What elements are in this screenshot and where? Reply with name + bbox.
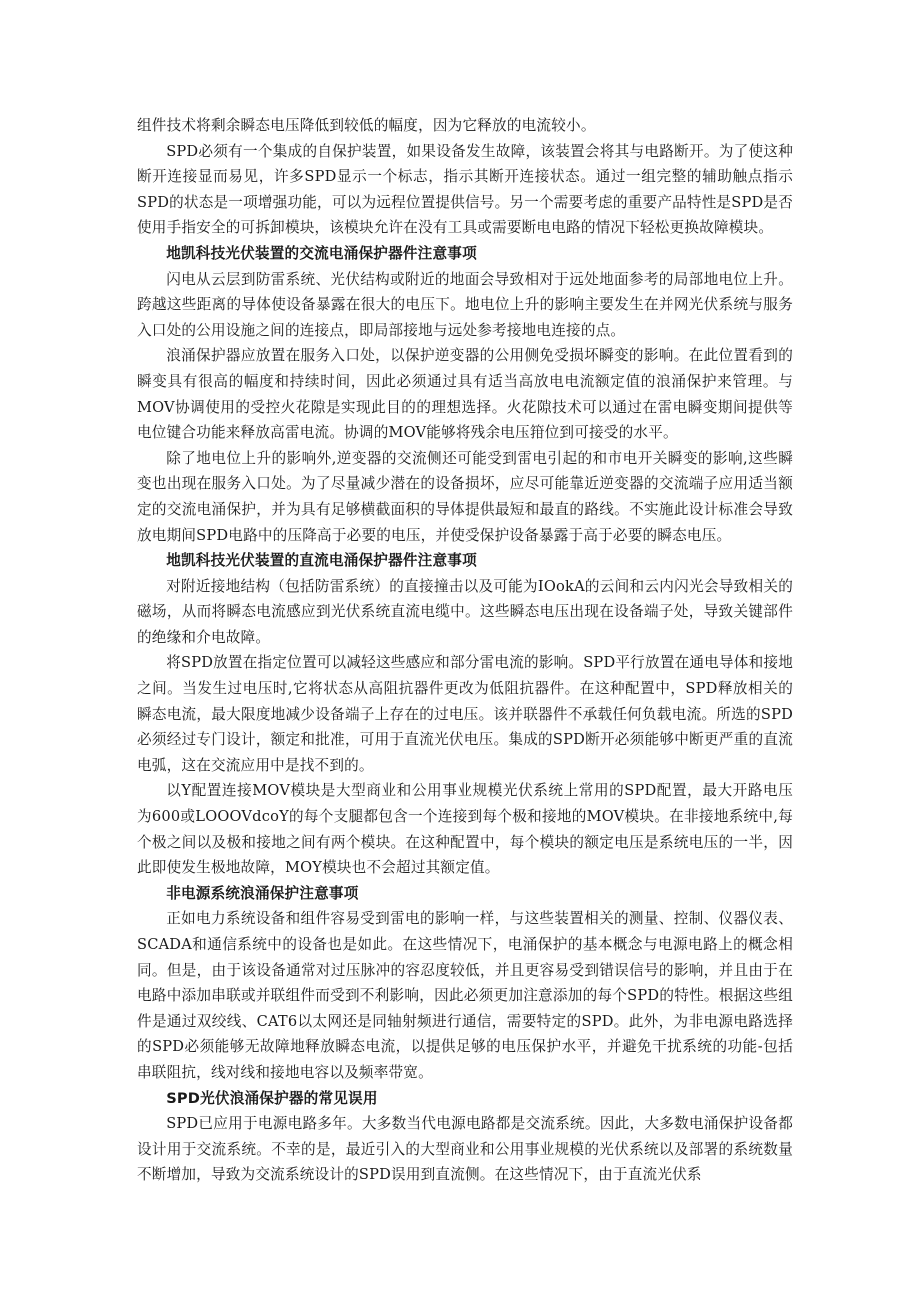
heading-dc-surge-protection: 地凯科技光伏装置的直流电涌保护器件注意事项 <box>166 552 477 570</box>
paragraph-spd-placement: 将SPD放置在指定位置可以减轻这些感应和部分雷电流的影响。SPD平行放置在通电导体和接地之间。当发生过电压时,它将状态从高阻抗器件更改为低阻抗器件。在这种配置中，SPD释放相关的瞬态电流，最大限度地减少设备端子上存在的过电压。该并联器件不承载任何负载电流。所选的SPD必须经过专门设计，额定和批准，可用于直流光伏电压。集成的SPD断开必须能够中断更严重的直流电弧，这在交流应用中是找不到的。 <box>137 654 793 774</box>
document-page <box>137 113 793 1188</box>
paragraph-direct-strike: 对附近接地结构（包括防雷系统）的直接撞击以及可能为IOokA的云间和云内闪光会导致相关的磁场，从而将瞬态电流感应到光伏系统直流电缆中。这些瞬态电压出现在设备端子处，导致关键部件的绝缘和介电故障。 <box>137 577 793 646</box>
paragraph-spd-self-protection: SPD必须有一个集成的自保护装置，如果设备发生故障，该装置会将其与电路断开。为了使这种断开连接显而易见，许多SPD显示一个标志，指示其断开连接状态。通过一组完整的辅助触点指示SPD的状态是一项增强功能，可以为远程位置提供信号。另一个需要考虑的重要产品特性是SPD是否使用手指安全的可拆卸模块，该模块允许在没有工具或需要断电电路的情况下轻松更换故障模块。 <box>137 142 793 237</box>
paragraph-continued: 组件技术将剩余瞬态电压降低到较低的幅度，因为它释放的电流较小。 <box>137 117 596 134</box>
heading-ac-surge-protection: 地凯科技光伏装置的交流电涌保护器件注意事项 <box>166 244 477 262</box>
paragraph-non-power-circuits: 正如电力系统设备和组件容易受到雷电的影响一样，与这些装置相关的测量、控制、仪器仪表、SCADA和通信系统中的设备也是如此。在这些情况下，电涌保护的基本概念与电源电路上的概念相同。但是，由于该设备通常对过压脉冲的容忍度较低，并且更容易受到错误信号的影响，并且由于在电路中添加串联或并联组件而受到不利影响，因此必须更加注意添加的每个SPD的特性。根据这些组件是通过双绞线、CAT6以太网还是同轴射频进行通信，需要特定的SPD。此外，为非电源电路选择的SPD必须能够无故障地释放瞬态电流，以提供足够的电压保护水平，并避免干扰系统的功能-包括串联阻抗，线对线和接地电容以及频率带宽。 <box>137 910 793 1081</box>
heading-common-misuse: SPD光伏浪涌保护器的常见误用 <box>166 1089 378 1107</box>
paragraph-service-entrance: 浪涌保护器应放置在服务入口处，以保护逆变器的公用侧免受损坏瞬变的影响。在此位置看到的瞬变具有很高的幅度和持续时间，因此必须通过具有适当高放电电流额定值的浪涌保护来管理。与MOV协调使用的受控火花隙是实现此目的的理想选择。火花隙技术可以通过在雷电瞬变期间提供等电位键合功能来释放高雷电流。协调的MOV能够将残余电压箝位到可接受的水平。 <box>137 347 793 442</box>
paragraph-misuse: SPD已应用于电源电路多年。大多数当代电源电路都是交流系统。因此，大多数电涌保护设备都设计用于交流系统。不幸的是，最近引入的大型商业和公用事业规模的光伏系统以及部署的系统数量不断增加，导致为交流系统设计的SPD误用到直流侧。在这些情况下，由于直流光伏系 <box>137 1115 793 1184</box>
paragraph-y-configuration: 以Y配置连接MOV模块是大型商业和公用事业规模光伏系统上常用的SPD配置，最大开路电压为600或LOOOVdcoY的每个支腿都包含一个连接到每个极和接地的MOV模块。在非接地系统中,每个极之间以及极和接地之间有两个模块。在这种配置中，每个模块的额定电压是系统电压的一半，因此即使发生极地故障，MOY模块也不会超过其额定值。 <box>137 782 793 877</box>
paragraph-inverter-ac-side: 除了地电位上升的影响外,逆变器的交流侧还可能受到雷电引起的和市电开关瞬变的影响,这些瞬变也出现在服务入口处。为了尽量减少潜在的设备损坏，应尽可能靠近逆变器的交流端子应用适当额定的交流电涌保护，并为具有足够横截面积的导体提供最短和最直的路线。不实施此设计标准会导致放电期间SPD电路中的压降高于必要的电压，并使受保护设备暴露于高于必要的瞬态电压。 <box>137 449 793 544</box>
heading-non-power-systems: 非电源系统浪涌保护注意事项 <box>166 884 359 902</box>
paragraph-ground-potential-rise: 闪电从云层到防雷系统、光伏结构或附近的地面会导致相对于远处地面参考的局部地电位上升。跨越这些距离的导体使设备暴露在很大的电压下。地电位上升的影响主要发生在并网光伏系统与服务入口处的公用设施之间的连接点，即局部接地与远处参考接地电连接的点。 <box>137 270 793 339</box>
